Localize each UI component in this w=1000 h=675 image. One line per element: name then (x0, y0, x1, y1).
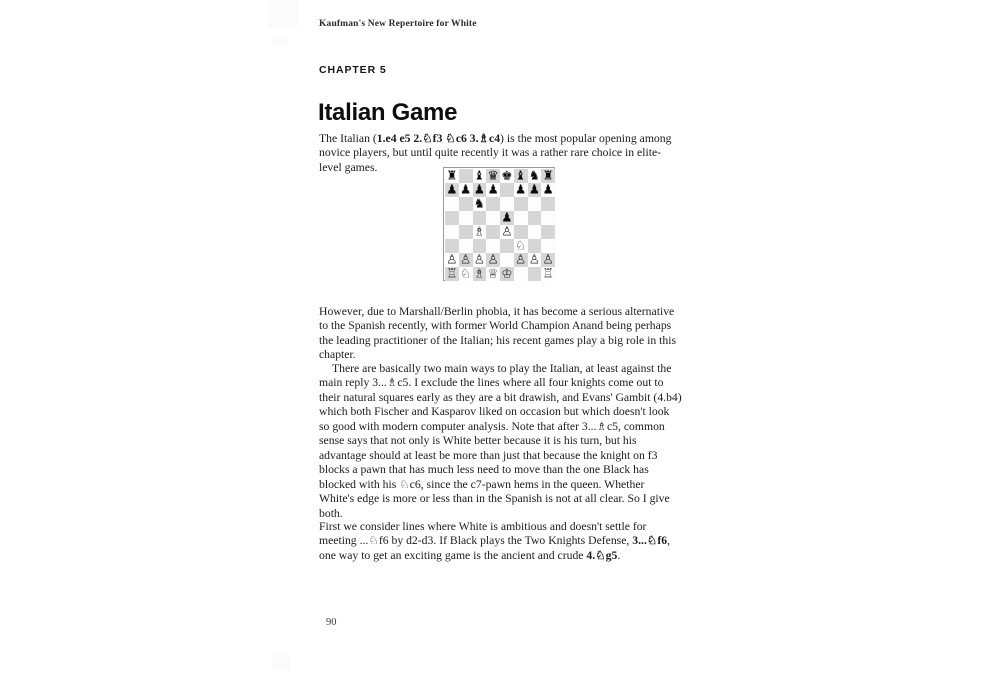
square-a7 (445, 183, 459, 197)
white-knight-icon: ♘ (460, 267, 472, 281)
square-d8 (486, 169, 500, 183)
square-h7 (541, 183, 555, 197)
white-rook-icon: ♖ (542, 267, 554, 281)
square-g4 (528, 225, 542, 239)
square-b4 (459, 225, 473, 239)
chapter-label: CHAPTER 5 (319, 64, 387, 76)
white-pawn-icon: ♙ (473, 253, 485, 267)
paragraph-marshall-berlin: However, due to Marshall/Berlin phobia, it has become a serious alternative to the Spanish recently, with former World Champion Anand being perhaps the leading practitioner of the Italian; his recent games play a big role in this chapter. (319, 304, 676, 362)
square-f5 (514, 211, 528, 225)
white-knight-icon: ♘ (515, 239, 527, 253)
square-a8 (445, 169, 459, 183)
scan-artifact (268, 0, 298, 28)
black-pawn-icon: ♟ (473, 183, 485, 197)
square-b2 (459, 253, 473, 267)
white-pawn-icon: ♙ (528, 253, 540, 267)
square-h1 (541, 267, 555, 281)
paragraph-two-main-ways: There are basically two main ways to play the Italian, at least against the main reply 3...♗c5. I exclude the lines where all four knights come out to their natural squares early as they are a bit drawish, and Evans' Gambit (4.b4) which both Fischer and Kasparov liked on occasion but which doesn't look so good with modern computer analysis. Note that after 3...♗c5, common sense says that not only is White better because it is his turn, but his advantage should at least be more than just that because the knight on f3 blocks a pawn that has much less need to move than the one Black has blocked with his ♘c6, since the c7-pawn hems in the queen. Whether White's edge is more or less than in the Spanish is not at all clear. So I give both. (319, 361, 682, 520)
square-e8 (500, 169, 514, 183)
intro-text-after: ) is the most popular opening among novice players, but until quite recently it was a rather rare choice in elite-level games. (319, 131, 672, 174)
square-e6 (500, 197, 514, 211)
square-c6 (473, 197, 487, 211)
black-rook-icon: ♜ (542, 169, 554, 183)
square-f8 (514, 169, 528, 183)
square-e5 (500, 211, 514, 225)
square-d7 (486, 183, 500, 197)
square-f7 (514, 183, 528, 197)
square-a5 (445, 211, 459, 225)
white-pawn-icon: ♙ (542, 253, 554, 267)
square-c5 (473, 211, 487, 225)
black-pawn-icon: ♟ (528, 183, 540, 197)
black-pawn-icon: ♟ (542, 183, 554, 197)
paragraph-two-knights-defense (319, 520, 682, 564)
square-d3 (486, 239, 500, 253)
square-d6 (486, 197, 500, 211)
square-g8 (528, 169, 542, 183)
white-rook-icon: ♖ (446, 267, 458, 281)
square-g1 (528, 267, 542, 281)
black-king-icon: ♚ (501, 169, 513, 183)
square-b3 (459, 239, 473, 253)
square-b6 (459, 197, 473, 211)
chess-diagram (443, 167, 555, 281)
white-pawn-icon: ♙ (460, 253, 472, 267)
square-g7 (528, 183, 542, 197)
square-b8 (459, 169, 473, 183)
last-text-2: , one way to get an exciting game is the ancient and crude (319, 534, 671, 562)
black-rook-icon: ♜ (446, 169, 458, 183)
last-text-3: . (617, 548, 621, 562)
square-a3 (445, 239, 459, 253)
square-c2 (473, 253, 487, 267)
square-d4 (486, 225, 500, 239)
square-d5 (486, 211, 500, 225)
black-knight-icon: ♞ (528, 169, 540, 183)
square-g6 (528, 197, 542, 211)
square-c8 (473, 169, 487, 183)
square-h5 (541, 211, 555, 225)
square-e4 (500, 225, 514, 239)
white-king-icon: ♔ (501, 267, 513, 281)
white-pawn-icon: ♙ (515, 253, 527, 267)
square-f1 (514, 267, 528, 281)
square-a4 (445, 225, 459, 239)
square-h8 (541, 169, 555, 183)
square-f4 (514, 225, 528, 239)
square-g2 (528, 253, 542, 267)
square-d2 (486, 253, 500, 267)
last-move-2: 4.♘g5 (586, 548, 618, 562)
square-e3 (500, 239, 514, 253)
square-e2 (500, 253, 514, 267)
square-h4 (541, 225, 555, 239)
white-pawn-icon: ♙ (446, 253, 458, 267)
square-g3 (528, 239, 542, 253)
square-f3 (514, 239, 528, 253)
scan-artifact (272, 655, 290, 669)
black-knight-icon: ♞ (473, 197, 485, 211)
square-g5 (528, 211, 542, 225)
black-pawn-icon: ♟ (460, 183, 472, 197)
last-move-1: 3...♘f6 (632, 534, 668, 548)
black-bishop-icon: ♝ (473, 169, 485, 183)
white-pawn-icon: ♙ (501, 225, 513, 239)
black-pawn-icon: ♟ (515, 183, 527, 197)
white-bishop-icon: ♗ (473, 225, 485, 239)
intro-move-sequence: 1.e4 e5 2.♘f3 ♘c6 3.♗c4 (376, 131, 501, 145)
black-pawn-icon: ♟ (487, 183, 499, 197)
white-pawn-icon: ♙ (487, 253, 499, 267)
square-h3 (541, 239, 555, 253)
intro-text-before: The Italian ( (319, 131, 377, 145)
black-pawn-icon: ♟ (446, 183, 458, 197)
square-b1 (459, 267, 473, 281)
square-e7 (500, 183, 514, 197)
square-c7 (473, 183, 487, 197)
square-h6 (541, 197, 555, 211)
black-bishop-icon: ♝ (515, 169, 527, 183)
square-a2 (445, 253, 459, 267)
square-a1 (445, 267, 459, 281)
white-queen-icon: ♕ (487, 267, 499, 281)
square-a6 (445, 197, 459, 211)
square-e1 (500, 267, 514, 281)
scan-artifact (272, 37, 288, 47)
white-bishop-icon: ♗ (473, 267, 485, 281)
page-title: Italian Game (318, 99, 458, 127)
square-c3 (473, 239, 487, 253)
page-number: 90 (326, 617, 337, 628)
square-b5 (459, 211, 473, 225)
last-text-1: First we consider lines where White is ambitious and doesn't settle for meeting ...♘f6 by d2-d3. If Black plays the Two Knights Defense, (319, 519, 647, 548)
running-head: Kaufman's New Repertoire for White (319, 19, 477, 29)
square-f2 (514, 253, 528, 267)
square-b7 (459, 183, 473, 197)
square-f6 (514, 197, 528, 211)
chessboard (445, 169, 555, 281)
square-c1 (473, 267, 487, 281)
square-d1 (486, 267, 500, 281)
black-queen-icon: ♛ (487, 169, 499, 183)
square-c4 (473, 225, 487, 239)
square-h2 (541, 253, 555, 267)
black-pawn-icon: ♟ (501, 211, 513, 225)
